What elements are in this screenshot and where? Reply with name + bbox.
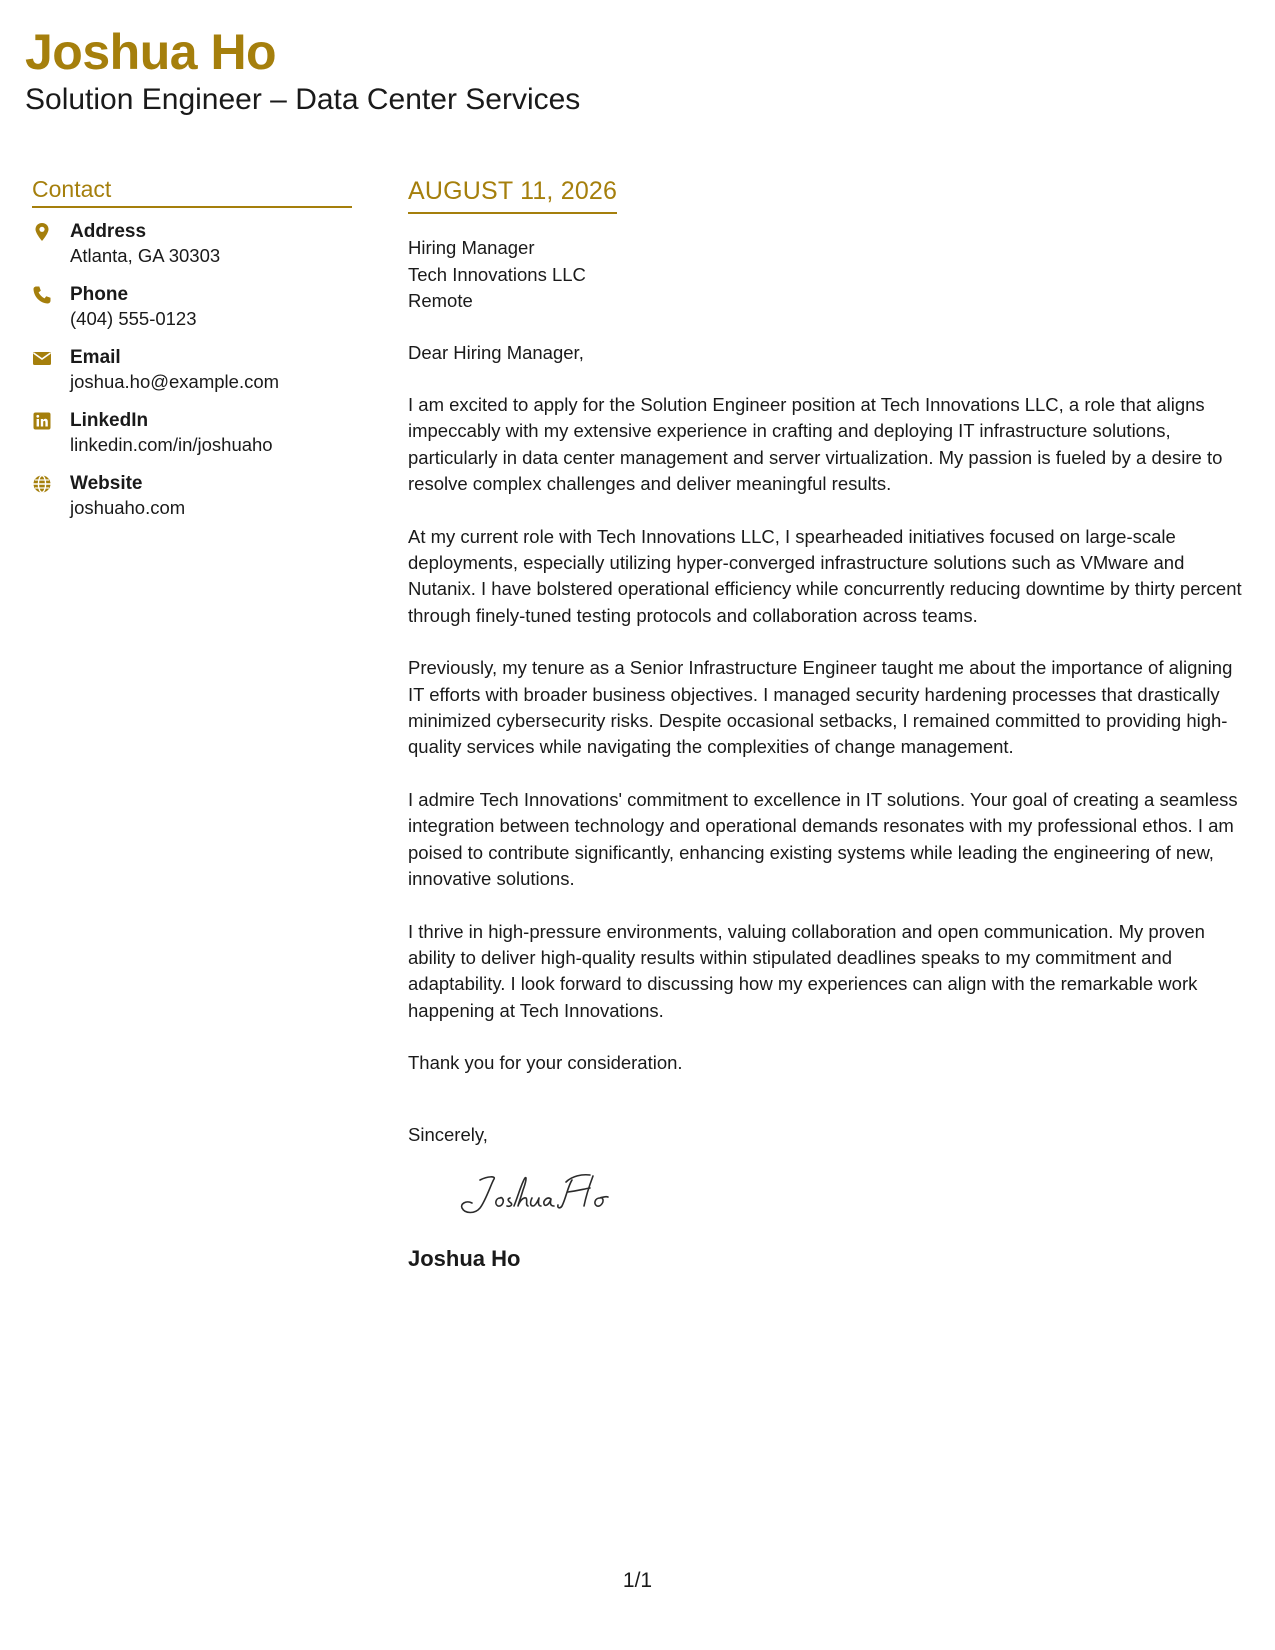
contact-item-email — [32, 346, 352, 409]
body-paragraph: Thank you for your consideration. — [408, 1052, 683, 1074]
body-paragraph: I am excited to apply for the Solution Engineer position at Tech Innovations LLC, a role that aligns impeccably with my extensive experience in crafting and deploying IT infrastructure solutions, particularly in data center management and server virtualization. My passion is fueled by a desire to resolve complex challenges and deliver meaningful results. — [408, 394, 1223, 495]
contact-sidebar — [32, 174, 352, 535]
contact-heading: Contact — [32, 174, 352, 208]
contact-item-linkedin — [32, 409, 352, 472]
recipient-line: Tech Innovations LLC — [408, 263, 586, 285]
contact-item-website — [32, 472, 352, 535]
contact-item-phone — [32, 283, 352, 346]
job-title: Solution Engineer – Data Center Services — [25, 83, 581, 116]
body-paragraph: Previously, my tenure as a Senior Infrastructure Engineer taught me about the importance of aligning IT efforts with broader business objectives. I managed security hardening processes that drastically minimized cybersecurity risks. Despite occasional setbacks, I remained committed to providing high-quality services while navigating the complexities of change management. — [408, 657, 1233, 758]
recipient-block — [408, 235, 1253, 315]
letter-date: AUGUST 11, 2026 — [408, 177, 618, 205]
contact-label: LinkedIn — [70, 410, 149, 431]
contact-label: Website — [70, 473, 143, 494]
phone-value: (404) 555-0123 — [70, 308, 197, 329]
contact-label: Phone — [70, 284, 129, 305]
closing: Sincerely, — [408, 1123, 488, 1145]
letter-body — [408, 176, 1253, 1273]
envelope-icon — [32, 348, 52, 368]
map-pin-icon — [32, 222, 52, 242]
applicant-name: Joshua Ho — [25, 24, 277, 80]
address-value: Atlanta, GA 30303 — [70, 245, 221, 266]
phone-icon — [32, 285, 52, 305]
salutation: Dear Hiring Manager, — [408, 341, 584, 363]
body-paragraph: At my current role with Tech Innovations LLC, I spearheaded initiatives focused on large-scale deployments, especially utilizing hyper-converged infrastructure solutions such as VMware and Nutanix. I have bolstered operational efficiency while concurrently reducing downtime by thirty percent through finely-tuned testing protocols and collaboration across teams. — [408, 525, 1242, 626]
email-value[interactable]: joshua.ho@example.com — [70, 371, 280, 392]
date-block — [408, 176, 617, 214]
website-value[interactable]: joshuaho.com — [70, 497, 186, 518]
body-paragraph: I admire Tech Innovations' commitment to excellence in IT solutions. Your goal of creating a seamless integration between technology and operational demands resonates with my professional ethos. I am poised to contribute significantly, enhancing existing systems while leading the engineering of new, innovative solutions. — [408, 788, 1238, 890]
handwritten-signature — [450, 1170, 630, 1220]
contact-label: Email — [70, 347, 121, 368]
recipient-line: Hiring Manager — [408, 237, 535, 258]
globe-icon — [32, 474, 52, 494]
linkedin-value[interactable]: linkedin.com/in/joshuaho — [70, 434, 273, 455]
linkedin-icon — [32, 411, 52, 431]
contact-label: Address — [70, 221, 147, 242]
contact-item-address — [32, 220, 352, 283]
body-paragraph: I thrive in high-pressure environments, valuing collaboration and open communication. My proven ability to deliver high-quality results within stipulated deadlines speaks to my commitment and adaptability. I look forward to discussing how my experiences can align with the remarkable work happening at Tech Innovations. — [408, 920, 1205, 1021]
recipient-line: Remote — [408, 290, 473, 311]
page-number: 1/1 — [622, 1569, 653, 1592]
signed-name: Joshua Ho — [408, 1245, 521, 1271]
